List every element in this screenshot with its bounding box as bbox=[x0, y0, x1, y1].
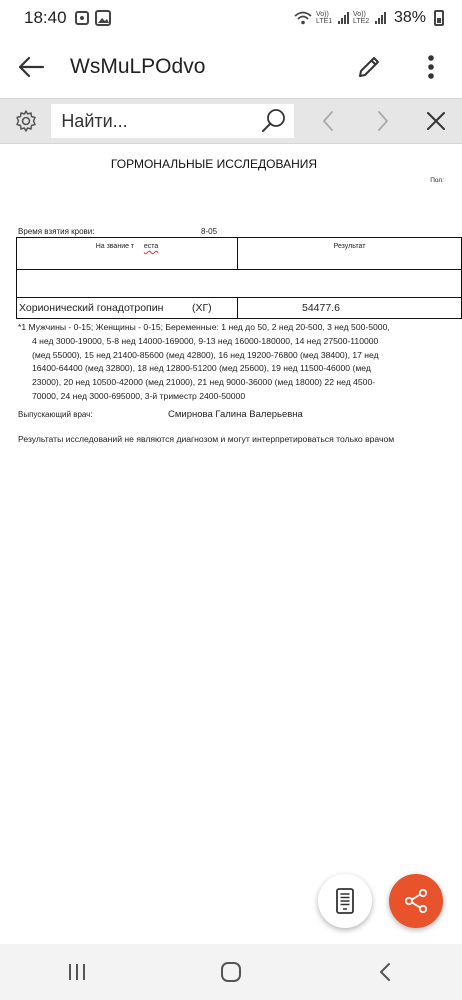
col-name-part2: еста bbox=[143, 243, 159, 250]
blood-time-label: Время взятия крови: bbox=[18, 227, 95, 236]
test-value: 54477.6 bbox=[302, 302, 340, 314]
ref-line-1: *1 Мужчины - 0-15; Женщины - 0-15; Беременные: 1 нед до 50, 2 нед 20-500, 3 нед 500-5000, bbox=[18, 322, 390, 332]
sim2-label: Vo)) LTE2 bbox=[352, 11, 370, 25]
screenshot-notification-icon bbox=[75, 11, 89, 25]
doctor-row bbox=[18, 410, 448, 419]
test-name-cell bbox=[17, 298, 238, 318]
notification-icons bbox=[75, 10, 111, 26]
recent-apps-button[interactable] bbox=[37, 944, 117, 1000]
test-unit: (ХГ) bbox=[192, 302, 212, 314]
status-time: 18:40 bbox=[24, 8, 67, 27]
document-icon bbox=[335, 888, 355, 914]
table-empty-row bbox=[17, 270, 461, 298]
chevron-left-icon bbox=[321, 110, 335, 132]
recent-apps-icon bbox=[67, 963, 87, 981]
col-name-part1: На звание т bbox=[95, 243, 135, 250]
test-name: Хорионический гонадотропин bbox=[19, 302, 164, 314]
next-match-button[interactable] bbox=[355, 98, 410, 144]
status-indicators bbox=[294, 9, 444, 27]
doctor-label: Выпускающий врач: bbox=[18, 410, 93, 419]
document-view[interactable] bbox=[0, 144, 462, 944]
signal-1-icon bbox=[338, 12, 349, 24]
gear-icon bbox=[14, 109, 38, 133]
chevron-left-icon bbox=[378, 962, 392, 982]
ref-line-5: 23000), 20 нед 10500-42000 (мед 21000), 21 нед 9000-36000 (мед 18000) 22 нед 4500- bbox=[32, 377, 376, 388]
close-icon bbox=[426, 111, 446, 131]
reference-ranges bbox=[18, 321, 438, 404]
sim1-label: Vo)) LTE1 bbox=[315, 11, 333, 25]
table-header bbox=[17, 238, 461, 270]
gender-label: Пол: bbox=[430, 177, 444, 184]
arrow-left-icon bbox=[17, 56, 45, 78]
ref-line-3: (мед 55000), 15 нед 21400-85600 (мед 42800), 16 нед 19200-76800 (мед 38400), 17 нед bbox=[32, 349, 379, 360]
system-back-button[interactable] bbox=[345, 944, 425, 1000]
ref-line-2: 4 нед 3000-19000, 5-8 нед 14000-169000, 9-13 нед 16000-180000, 14 нед 27500-110000 bbox=[32, 335, 379, 346]
close-search-button[interactable] bbox=[411, 98, 462, 144]
disclaimer-text: Результаты исследований не являются диагнозом и могут интерпретироваться только врачом bbox=[18, 434, 395, 444]
search-settings-button[interactable] bbox=[0, 98, 51, 144]
doctor-name: Смирнова Галина Валерьевна bbox=[168, 409, 303, 420]
col-result-header: Результат bbox=[333, 243, 366, 250]
document-title: ГОРМОНАЛЬНЫЕ ИССЛЕДОВАНИЯ bbox=[110, 157, 318, 171]
more-vert-icon bbox=[427, 54, 435, 80]
ref-line-4: 16400-64400 (мед 32800), 18 нед 12800-51200 (мед 25600), 19 нед 11500-46000 (мед bbox=[32, 363, 371, 374]
search-box bbox=[51, 104, 294, 138]
battery-percent: 38% bbox=[393, 9, 426, 26]
chevron-right-icon bbox=[376, 110, 390, 132]
back-button[interactable] bbox=[0, 36, 62, 98]
find-toolbar bbox=[0, 98, 462, 144]
results-table bbox=[16, 237, 462, 319]
battery-icon bbox=[434, 10, 444, 26]
share-icon bbox=[403, 888, 429, 914]
gallery-notification-icon bbox=[95, 10, 111, 26]
system-nav-bar bbox=[0, 944, 462, 1000]
page-title: WsMuLPOdvo bbox=[70, 55, 206, 78]
search-button[interactable] bbox=[254, 104, 294, 138]
home-button[interactable] bbox=[191, 944, 271, 1000]
search-icon bbox=[260, 107, 288, 135]
home-icon bbox=[220, 961, 242, 983]
search-input[interactable] bbox=[61, 111, 254, 132]
blood-time-row bbox=[18, 227, 318, 236]
share-button[interactable] bbox=[389, 874, 443, 928]
ref-line-6: 70000, 24 нед 3000-695000, 3-й триместр 2400-50000 bbox=[32, 390, 246, 401]
reading-view-button[interactable] bbox=[318, 874, 372, 928]
edit-button[interactable] bbox=[338, 36, 400, 98]
more-options-button[interactable] bbox=[400, 36, 462, 98]
app-bar bbox=[0, 36, 462, 98]
blood-time-value: 8-05 bbox=[201, 227, 218, 236]
status-bar bbox=[0, 0, 462, 36]
wifi-icon bbox=[294, 11, 312, 25]
pencil-icon bbox=[356, 54, 382, 80]
col-name-header bbox=[17, 238, 238, 269]
table-row bbox=[17, 298, 461, 318]
signal-2-icon bbox=[375, 12, 386, 24]
previous-match-button[interactable] bbox=[300, 98, 355, 144]
